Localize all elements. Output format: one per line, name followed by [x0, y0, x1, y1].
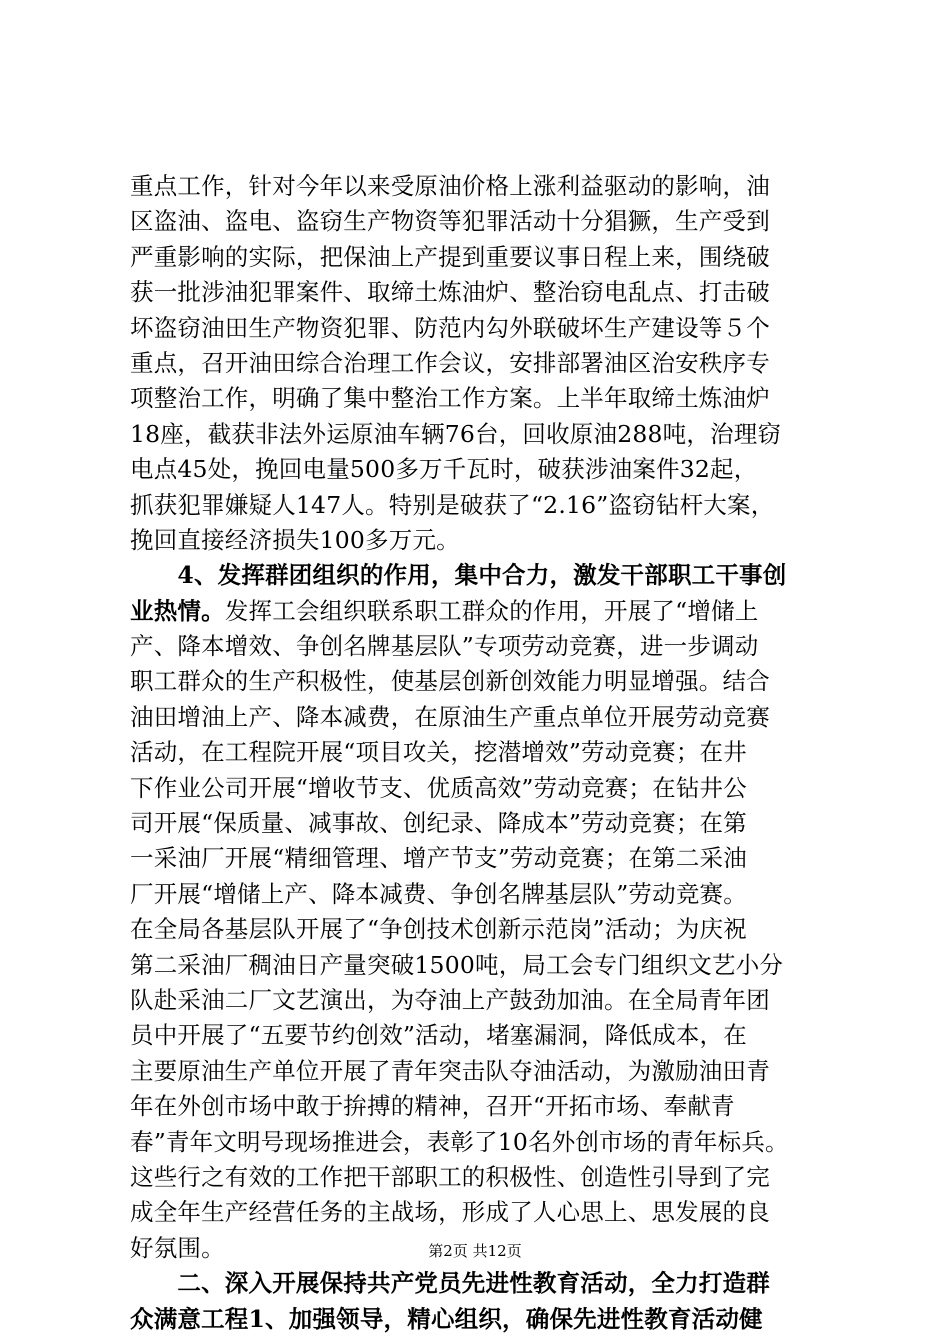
bold-text-segment: 4、发挥群团组织的作用，集中合力，激发干部职工干事创: [130, 561, 787, 590]
text-line: [130, 452, 830, 487]
text-line: [130, 275, 830, 310]
text-segment: 区盗油、盗电、盗窃生产物资等犯罪活动十分猖獗，生产受到: [130, 207, 770, 236]
text-line: [130, 381, 830, 416]
text-line: [130, 948, 830, 983]
text-line: [130, 1125, 830, 1160]
text-segment: 职工群众的生产积极性，使基层创新创效能力明显增强。结合: [130, 667, 770, 696]
text-segment: 活动，在工程院开展“项目攻关，挖潜增效”劳动竞赛；在井: [130, 738, 747, 767]
text-line: [130, 877, 830, 912]
text-line: [130, 1266, 830, 1301]
text-line: [130, 735, 830, 770]
text-segment: 这些行之有效的工作把干部职工的积极性、创造性引导到了完: [130, 1162, 770, 1191]
text-segment: 主要原油生产单位开展了青年突击队夺油活动，为激励油田青: [130, 1056, 770, 1085]
text-segment: 第二采油厂稠油日产量突破1500吨，局工会专门组织文艺小分: [130, 950, 784, 979]
text-line: [130, 1195, 830, 1230]
text-line: [130, 1018, 830, 1053]
text-line: [130, 983, 830, 1018]
text-segment: 获一批涉油犯罪案件、取缔土炼油炉、整治窃电乱点、打击破: [130, 278, 770, 307]
text-segment: 产、降本增效、争创名牌基层队”专项劳动竞赛，进一步调动: [130, 632, 759, 661]
text-line: [130, 1160, 830, 1195]
text-segment: 员中开展了“五要节约创效”活动，堵塞漏洞，降低成本，在: [130, 1021, 747, 1050]
text-line: [130, 629, 830, 664]
text-segment: 抓获犯罪嫌疑人147人。特别是破获了“2.16”盗窃钻杆大案，: [130, 490, 775, 519]
text-line: [130, 488, 830, 523]
body-text: [130, 169, 830, 1337]
text-line: [130, 700, 830, 735]
text-segment: 重点，召开油田综合治理工作会议，安排部署油区治安秩序专: [130, 348, 770, 377]
text-line: [130, 806, 830, 841]
text-segment: 油田增油上产、降本减费，在原油生产重点单位开展劳动竞赛: [130, 702, 770, 731]
text-segment: 下作业公司开展“增收节支、优质高效”劳动竞赛；在钻井公: [130, 773, 747, 802]
text-segment: 18座，截获非法外运原油车辆76台，回收原油288吨，治理窃: [130, 419, 782, 448]
text-segment: 坏盗窃油田生产物资犯罪、防范内勾外联破坏生产建设等５个: [130, 313, 770, 342]
text-line: [130, 169, 830, 204]
text-segment: 司开展“保质量、减事故、创纪录、降成本”劳动竞赛；在第: [130, 809, 747, 838]
text-line: [130, 311, 830, 346]
text-segment: 年在外创市场中敢于拚搏的精神，召开“开拓市场、奉献青: [130, 1092, 735, 1121]
text-segment: 项整治工作，明确了集中整治工作方案。上半年取缔土炼油炉: [130, 384, 770, 413]
text-line: [130, 1089, 830, 1124]
text-segment: 队赴采油二厂文艺演出，为夺油上产鼓劲加油。在全局青年团: [130, 985, 770, 1014]
text-segment: 春”青年文明号现场推进会，表彰了10名外创市场的青年标兵。: [130, 1127, 789, 1156]
text-line: [130, 771, 830, 806]
text-line: [130, 912, 830, 947]
text-line: [130, 417, 830, 452]
text-segment: 挽回直接经济损失100多万元。: [130, 525, 460, 554]
text-segment: 一采油厂开展“精细管理、增产节支”劳动竞赛；在第二采油: [130, 844, 747, 873]
text-segment: 电点45处，挽回电量500多万千瓦时，破获涉油案件32起，: [130, 455, 758, 484]
text-line: [130, 558, 830, 593]
text-line: [130, 204, 830, 239]
text-segment: 发挥工会组织联系职工群众的作用，开展了“增储上: [224, 596, 759, 625]
text-segment: 成全年生产经营任务的主战场，形成了人心思上、思发展的良: [130, 1198, 770, 1227]
text-line: [130, 664, 830, 699]
bold-text-segment: 业热情。: [130, 596, 225, 625]
text-segment: 在全局各基层队开展了“争创技术创新示范岗”活动；为庆祝: [130, 915, 747, 944]
text-line: [130, 523, 830, 558]
text-segment: 厂开展“增储上产、降本减费、争创名牌基层队”劳动竞赛。: [130, 879, 747, 908]
text-segment: 好氛围。: [130, 1233, 225, 1262]
text-line: [130, 346, 830, 381]
page-footer: 第2页 共12页: [428, 1242, 522, 1260]
text-line: [130, 240, 830, 275]
text-line: [130, 1302, 830, 1337]
text-line: [130, 841, 830, 876]
bold-text-segment: 二、深入开展保持共产党员先进性教育活动，全力打造群: [130, 1269, 770, 1298]
bold-text-segment: 众满意工程1、加强领导，精心组织，确保先进性教育活动健: [130, 1304, 763, 1333]
text-line: [130, 1054, 830, 1089]
text-line: [130, 594, 830, 629]
text-segment: 严重影响的实际，把保油上产提到重要议事日程上来，围绕破: [130, 242, 770, 271]
text-segment: 重点工作，针对今年以来受原油价格上涨利益驱动的影响，油: [130, 172, 770, 200]
